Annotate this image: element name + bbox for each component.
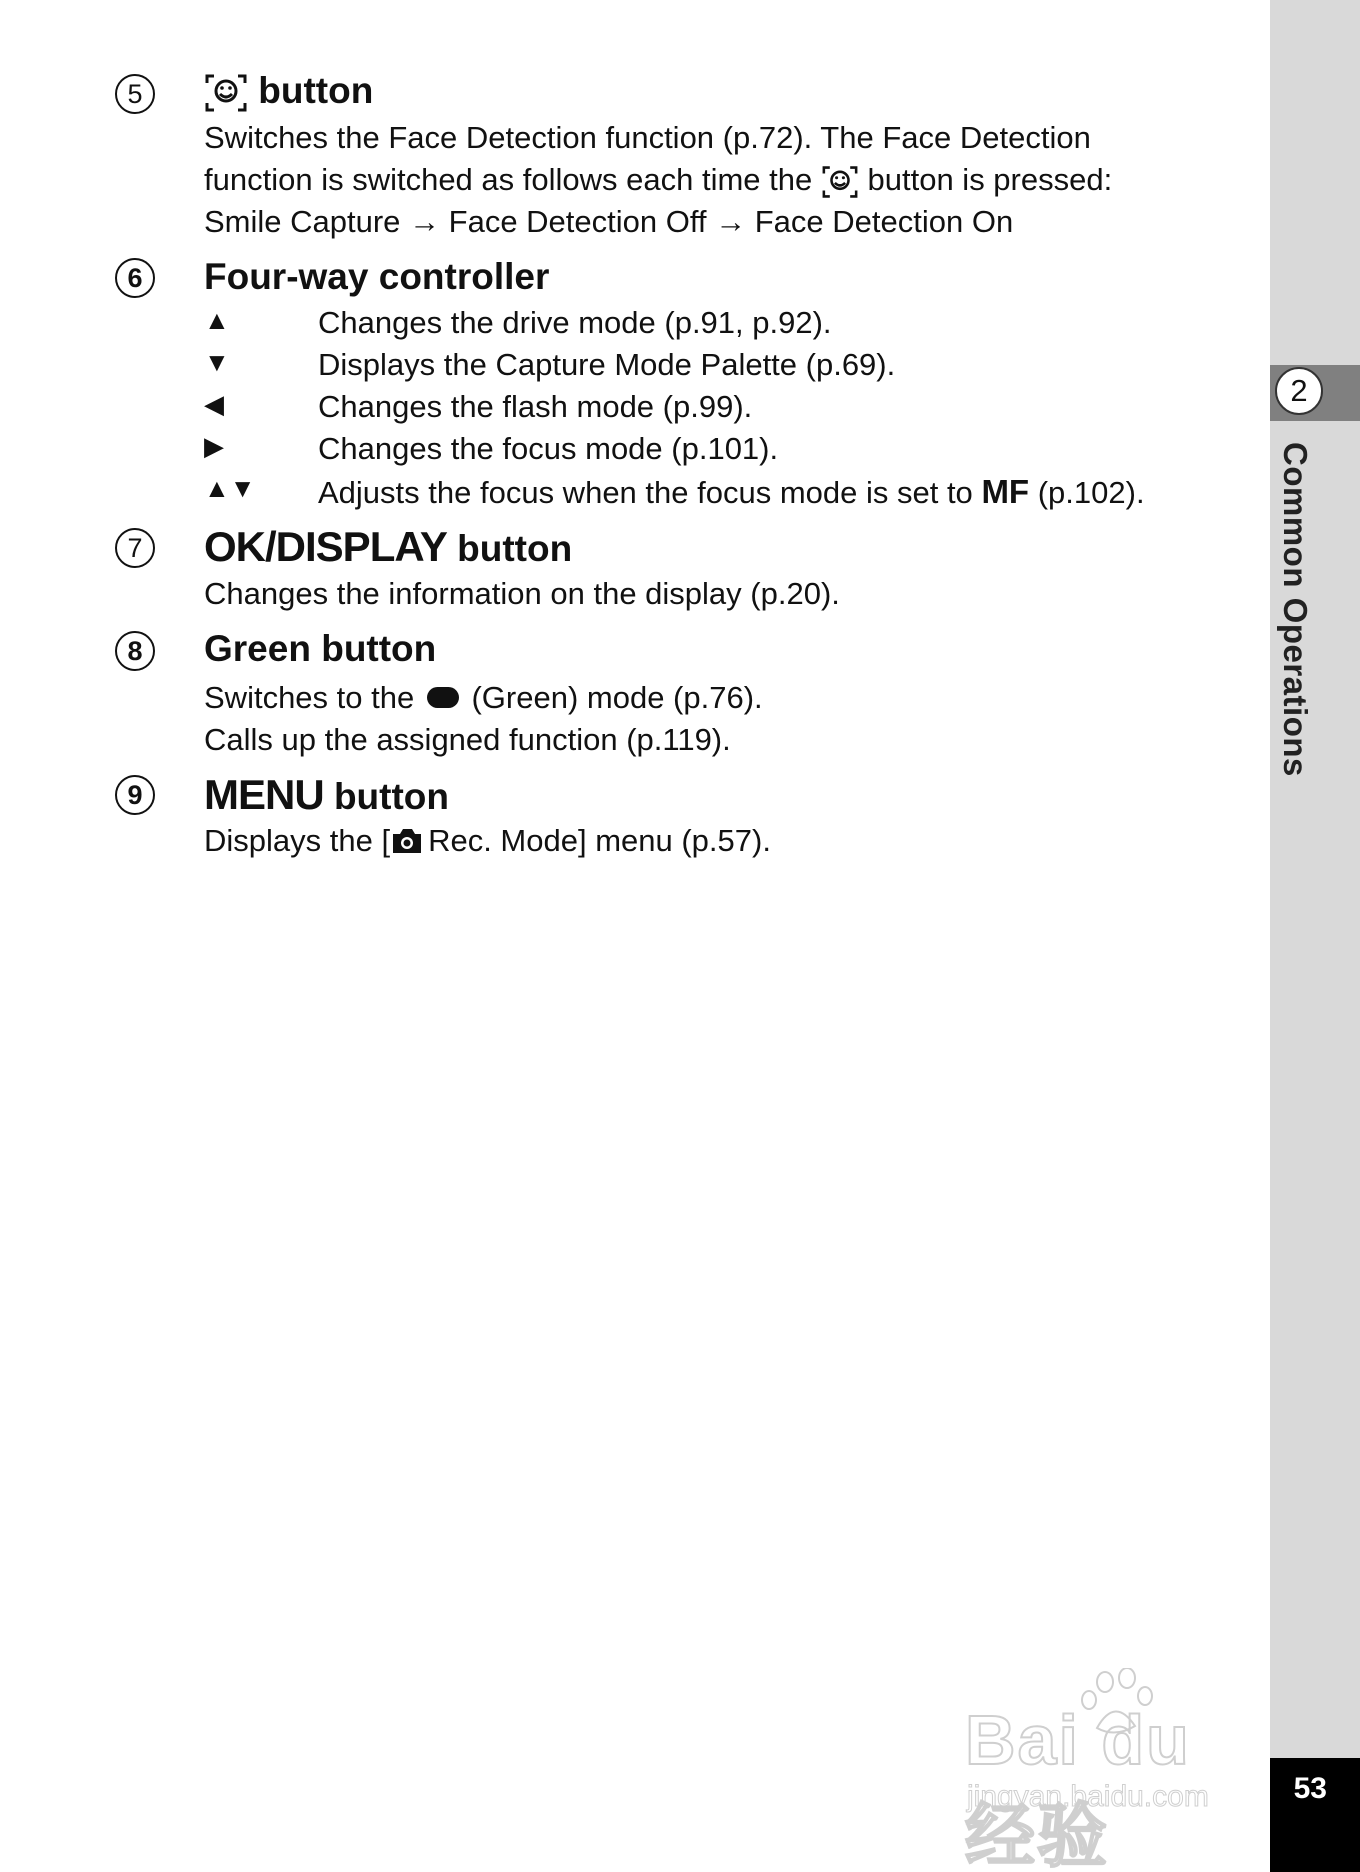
paragraph-line: Switches the Face Detection function (p.72). The Face Detection [204, 120, 1091, 155]
row-text [318, 473, 1145, 511]
menu-button-heading [204, 771, 449, 819]
item-number-7: 7 [115, 528, 155, 568]
camera-icon [390, 827, 424, 855]
row-text: Changes the focus mode (p.101). [318, 431, 779, 466]
green-mode-icon [427, 687, 459, 708]
mf-label: MF [981, 473, 1030, 510]
item-number-9: 9 [115, 775, 155, 815]
heading-suffix: button [457, 528, 573, 569]
face-detection-button-heading [204, 70, 373, 113]
page-number: 53 [1293, 1772, 1327, 1805]
item-number-8: 8 [115, 631, 155, 671]
up-down-arrow-icon: ▲▼ [204, 473, 256, 503]
paragraph-line [204, 820, 771, 862]
text-fragment: function is switched as follows each time the [204, 162, 813, 197]
heading-suffix: button [333, 776, 449, 817]
up-arrow-icon: ▲ [204, 305, 230, 335]
text-fragment: Adjusts the focus when the focus mode is set to [318, 475, 973, 510]
text-fragment: Rec. Mode] menu (p.57). [428, 823, 771, 858]
row-text: Changes the flash mode (p.99). [318, 389, 753, 424]
four-way-controller-heading: Four-way controller [204, 256, 550, 297]
green-button-heading: Green button [204, 628, 437, 669]
text-fragment: Switches to the [204, 680, 415, 715]
text-fragment: (Green) mode (p.76). [471, 680, 763, 715]
ok-display-button-heading [204, 523, 572, 571]
face-detection-icon [821, 165, 859, 199]
text-fragment: button is pressed: [867, 162, 1113, 197]
text-fragment: Displays the [ [204, 823, 391, 858]
face-detection-icon [204, 73, 248, 113]
paragraph-line: Calls up the assigned function (p.119). [204, 722, 731, 757]
text-fragment: (p.102). [1037, 475, 1145, 510]
row-text: Displays the Capture Mode Palette (p.69). [318, 347, 896, 382]
item-number-5: 5 [115, 74, 155, 114]
right-arrow-icon: ▶ [204, 431, 224, 461]
paragraph-line [204, 677, 763, 719]
item-number-6: 6 [115, 258, 155, 298]
left-arrow-icon: ◀ [204, 389, 224, 419]
row-text: Changes the drive mode (p.91, p.92). [318, 305, 832, 340]
heading-suffix: button [258, 70, 374, 111]
chapter-number: 2 [1275, 367, 1323, 415]
paragraph-line [204, 159, 1112, 201]
chapter-sidebar [1270, 0, 1360, 1872]
down-arrow-icon: ▼ [204, 347, 230, 377]
paragraph-line: Smile Capture → Face Detection Off → Face Detection On [204, 204, 1014, 239]
chapter-title: Common Operations [1277, 442, 1314, 777]
heading-big: MENU [204, 771, 324, 818]
heading-big: OK/DISPLAY [204, 523, 447, 570]
paragraph-line: Changes the information on the display (p.20). [204, 576, 840, 611]
